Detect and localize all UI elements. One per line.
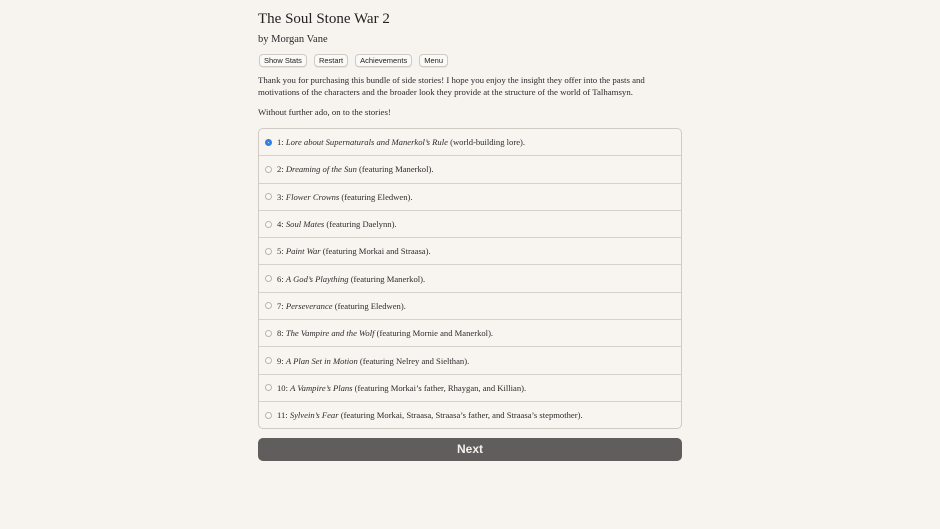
choice-title: Flower Crowns (285, 191, 340, 202)
choice-option[interactable] (259, 402, 681, 428)
choice-title: Soul Mates (285, 219, 325, 230)
choice-title: Sylvein’s Fear (289, 410, 339, 421)
choice-detail: (featuring Eledwen). (339, 191, 413, 202)
radio-button[interactable] (265, 248, 272, 255)
choice-option[interactable] (259, 265, 681, 292)
radio-button[interactable] (265, 330, 272, 337)
choice-detail: (featuring Manerkol). (356, 164, 434, 175)
choice-label (277, 164, 434, 174)
choice-title: A Plan Set in Motion (285, 355, 358, 366)
choice-number: 4: (277, 219, 286, 230)
radio-button[interactable] (265, 275, 272, 282)
choice-detail: (featuring Morkai and Straasa). (320, 246, 431, 257)
achievements-button[interactable]: Achievements (355, 54, 412, 67)
choice-list (258, 128, 682, 429)
game-author: by Morgan Vane (258, 34, 328, 45)
radio-button[interactable] (265, 302, 272, 309)
choice-title: Paint War (285, 246, 321, 257)
choice-option[interactable] (259, 129, 681, 156)
choice-label (277, 301, 406, 311)
radio-button[interactable] (265, 357, 272, 364)
choice-detail: (featuring Eledwen). (332, 300, 406, 311)
choice-option[interactable] (259, 347, 681, 374)
choice-number: 5: (277, 246, 286, 257)
choice-option[interactable] (259, 184, 681, 211)
choice-number: 2: (277, 164, 286, 175)
choice-title: A Vampire’s Plans (290, 382, 353, 393)
choice-detail: (featuring Morkai’s father, Rhaygan, and Killian). (352, 382, 527, 393)
choice-detail: (featuring Daelynn). (324, 219, 397, 230)
radio-button[interactable] (265, 193, 272, 200)
choice-title: The Vampire and the Wolf (285, 328, 375, 339)
choice-option[interactable] (259, 320, 681, 347)
next-button[interactable]: Next (258, 438, 682, 461)
choice-title: A God’s Plaything (285, 273, 349, 284)
choice-detail: (featuring Manerkol). (348, 273, 426, 284)
radio-button[interactable] (265, 221, 272, 228)
choice-detail: (world-building lore). (447, 137, 526, 148)
choice-number: 1: (277, 137, 286, 148)
choice-number: 6: (277, 273, 286, 284)
toolbar (259, 54, 448, 67)
choice-number: 7: (277, 300, 286, 311)
show-stats-button[interactable]: Show Stats (259, 54, 307, 67)
choice-number: 11: (277, 410, 290, 421)
choice-label (277, 274, 425, 284)
choice-title: Perseverance (285, 300, 333, 311)
restart-button[interactable]: Restart (314, 54, 348, 67)
intro-paragraph: Thank you for purchasing this bundle of side stories! I hope you enjoy the insight they offer into the pasts and motivations of the characters and the broader look they provide at the structure of the world of Talhamsyn. (258, 75, 645, 98)
intro-closing: Without further ado, on to the stories! (258, 107, 391, 117)
radio-button[interactable] (265, 384, 272, 391)
choice-label (277, 356, 469, 366)
choice-option[interactable] (259, 293, 681, 320)
choice-label (277, 219, 397, 229)
menu-button[interactable]: Menu (419, 54, 448, 67)
choice-title: Lore about Supernaturals and Manerkol’s Rule (285, 137, 448, 148)
choice-option[interactable] (259, 238, 681, 265)
choice-option[interactable] (259, 156, 681, 183)
choice-detail: (featuring Morkai, Straasa, Straasa’s father, and Straasa’s stepmother). (338, 410, 583, 421)
radio-button[interactable] (265, 412, 272, 419)
choice-label (277, 246, 431, 256)
choice-label (277, 192, 413, 202)
choice-option[interactable] (259, 211, 681, 238)
choice-number: 8: (277, 328, 286, 339)
choice-label (277, 383, 526, 393)
choice-number: 10: (277, 382, 291, 393)
radio-button[interactable] (265, 166, 272, 173)
choice-option[interactable] (259, 375, 681, 402)
choice-detail: (featuring Mornie and Manerkol). (374, 328, 494, 339)
choice-number: 9: (277, 355, 286, 366)
choice-label (277, 410, 583, 420)
choice-detail: (featuring Nelrey and Sielthan). (357, 355, 470, 366)
choice-label (277, 137, 525, 147)
choice-title: Dreaming of the Sun (285, 164, 357, 175)
choice-number: 3: (277, 191, 286, 202)
choice-label (277, 328, 493, 338)
game-title: The Soul Stone War 2 (258, 11, 390, 27)
radio-button[interactable] (265, 139, 272, 146)
